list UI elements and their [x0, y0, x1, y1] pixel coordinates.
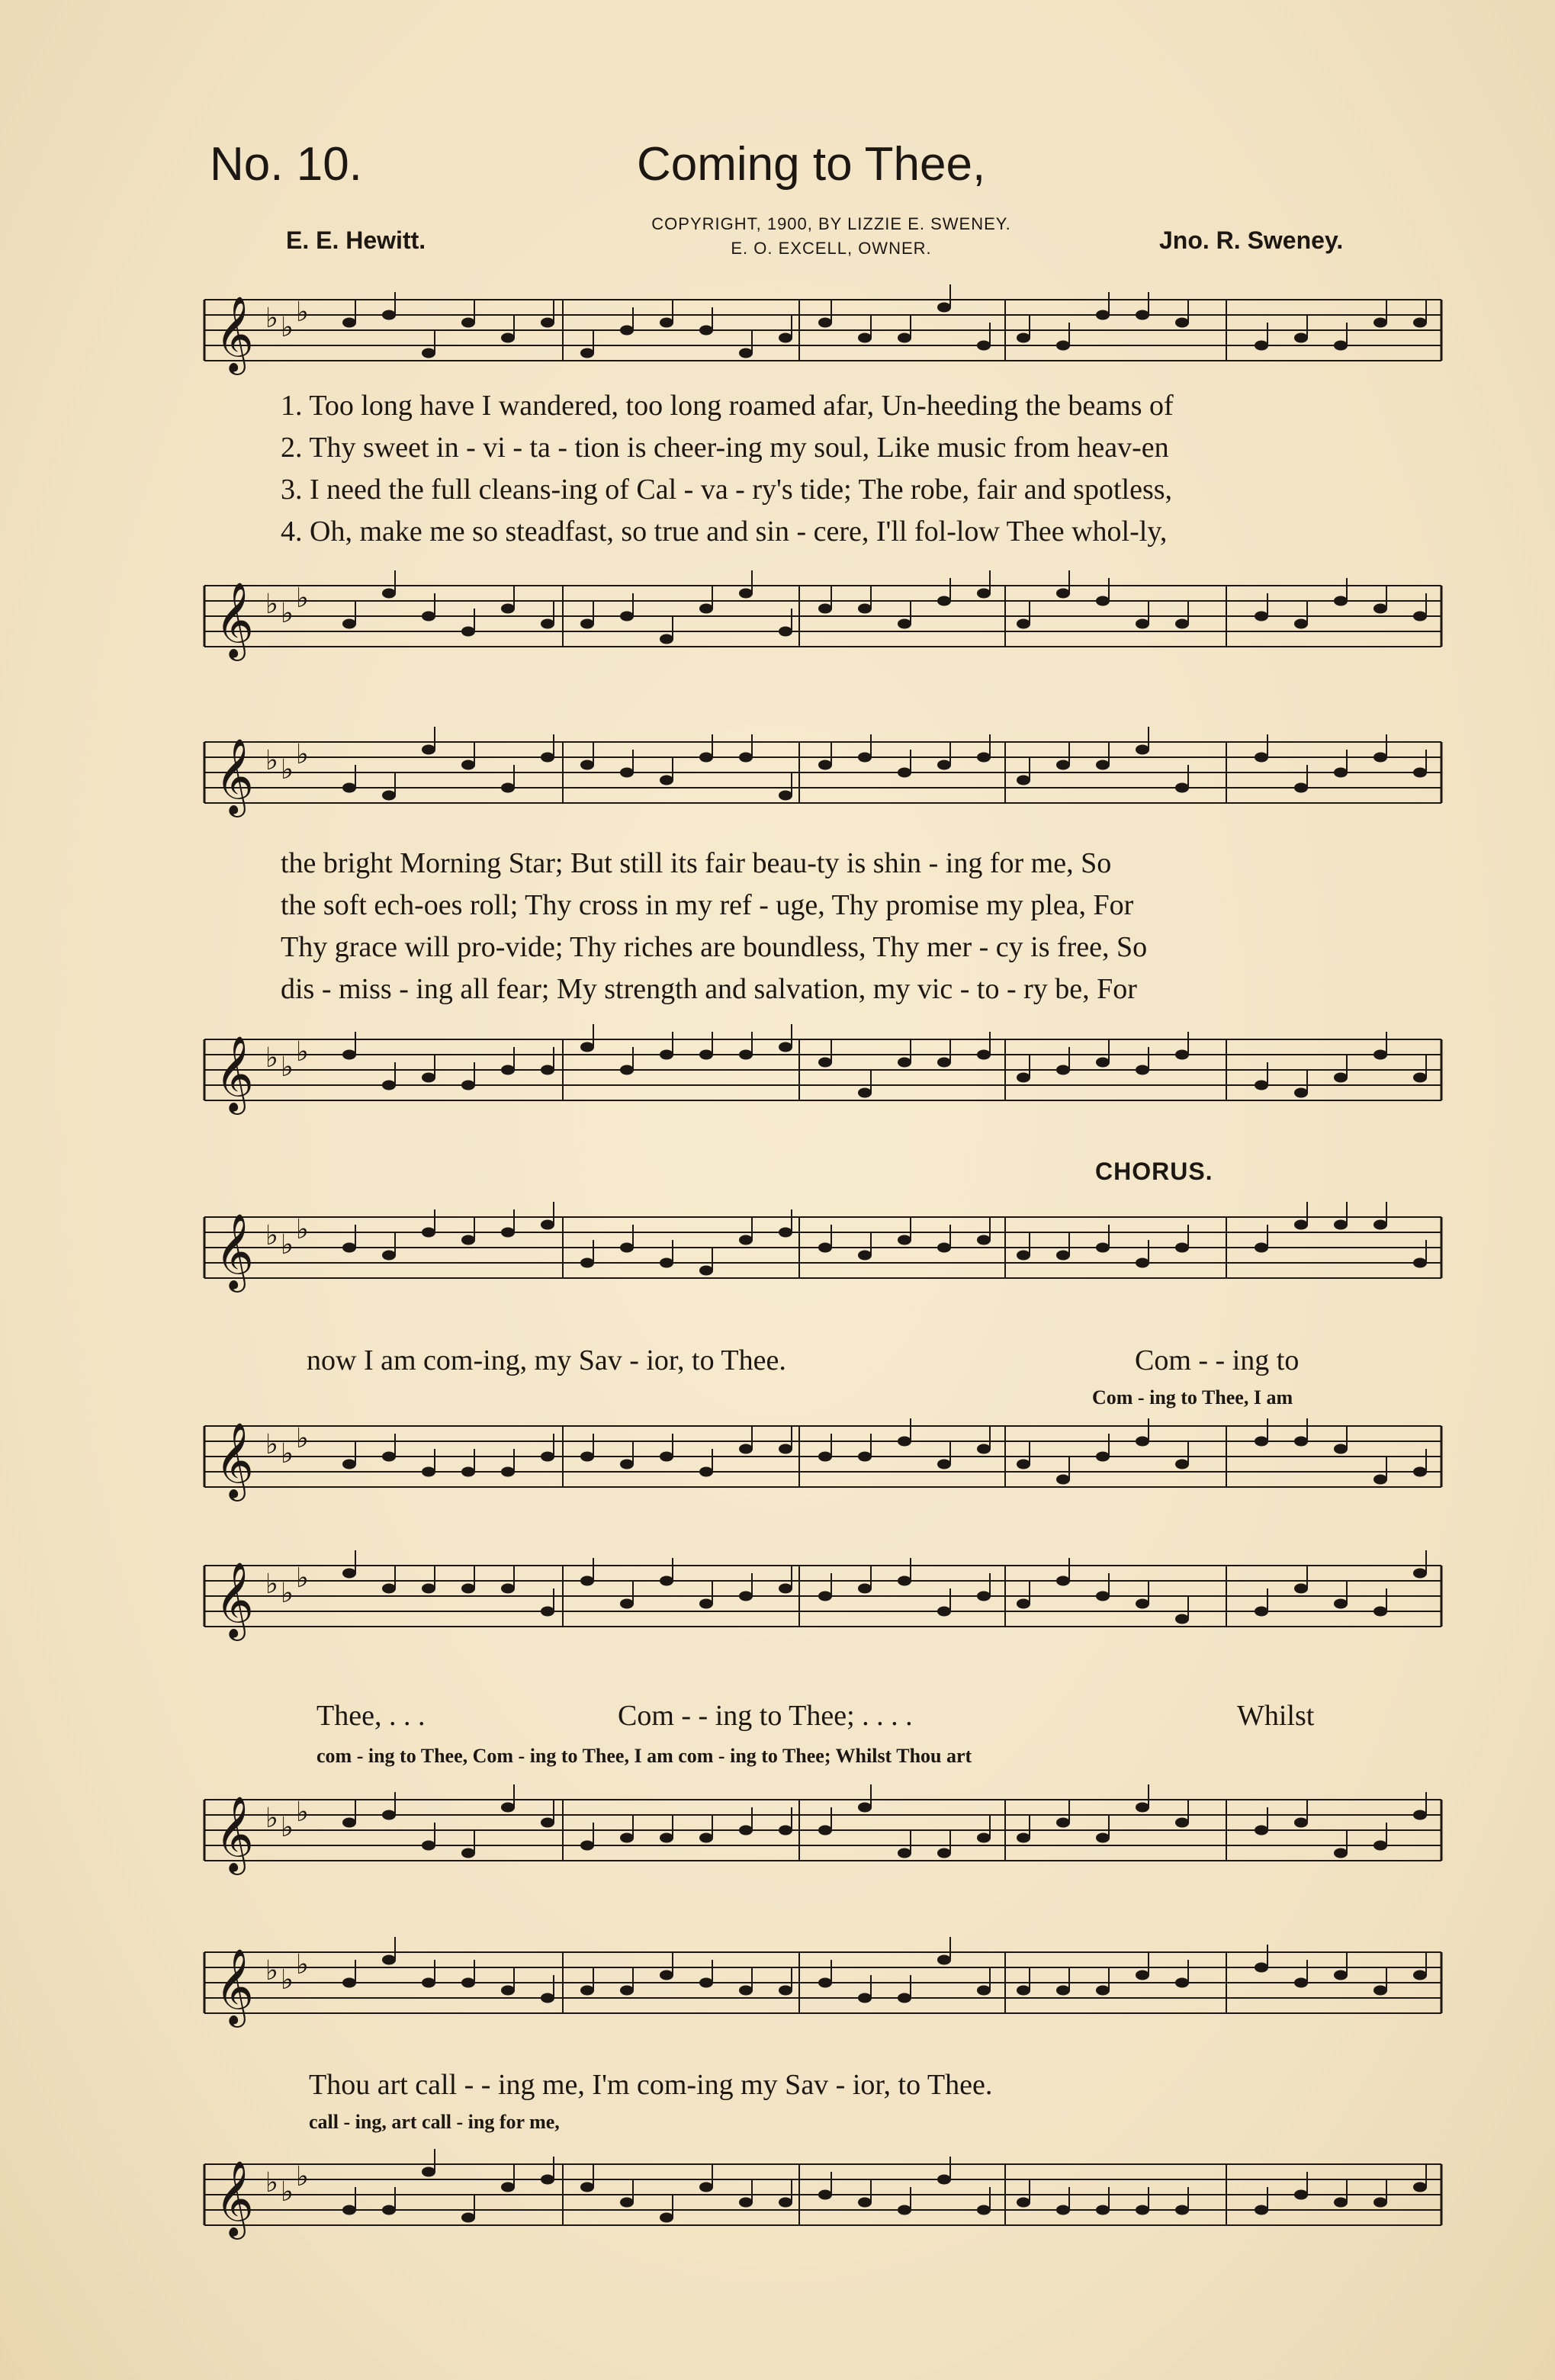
hymn-title: Coming to Thee, [637, 138, 986, 191]
verse-4-line-1: 4. Oh, make me so steadfast, so true and sin - cere, I'll fol-low Thee whol-ly, [281, 516, 1168, 548]
lyricist: E. E. Hewitt. [286, 226, 426, 254]
svg-text:♭: ♭ [265, 1042, 278, 1074]
svg-text:♭: ♭ [281, 1578, 294, 1609]
verse-1-line-2: the bright Morning Star; But still its fair beau-ty is shin - ing for me, So [281, 847, 1112, 879]
treble-staff-4 [204, 1559, 1441, 1638]
svg-text:𝄞: 𝄞 [215, 1422, 254, 1498]
svg-text:♭: ♭ [296, 1949, 309, 1980]
treble-staff-3 [204, 1211, 1441, 1290]
verse-3-line-1: 3. I need the full cleans-ing of Cal - va - ry's tide; The robe, fair and spotless, [281, 474, 1173, 506]
treble-staff-5 [204, 1946, 1441, 2025]
bass-staff-4 [204, 1794, 1441, 1872]
treble-staff-2 [204, 736, 1441, 814]
chorus-lyric-1: Com - - ing to [1135, 1344, 1300, 1376]
svg-text:♭: ♭ [265, 1569, 278, 1600]
svg-text:𝄞: 𝄞 [215, 1213, 254, 1290]
svg-text:𝄞: 𝄞 [215, 296, 254, 372]
chorus-alto-lyric-2: com - ing to Thee, Com - ing to Thee, I am com - ing to Thee; Whilst Thou art [316, 1745, 972, 1767]
svg-text:♭: ♭ [265, 2167, 278, 2199]
bass-staff-3 [204, 1420, 1441, 1498]
svg-text:♭: ♭ [281, 1052, 294, 1083]
svg-text:♭: ♭ [281, 754, 294, 785]
svg-text:♭: ♭ [265, 1955, 278, 1987]
verse-end-lyric: now I am com-ing, my Sav - ior, to Thee. [307, 1344, 786, 1376]
chorus-lyric-3: Thou art call - - ing me, I'm com-ing my Sav - ior, to Thee. [309, 2069, 993, 2101]
svg-text:𝄞: 𝄞 [215, 1948, 254, 2025]
copyright-line: COPYRIGHT, 1900, BY LIZZIE E. SWENEY. [651, 214, 1011, 233]
hymn-number: No. 10. [210, 138, 362, 191]
svg-text:♭: ♭ [296, 297, 309, 328]
verse-1-line-1: 1. Too long have I wandered, too long roamed afar, Un-heeding the beams of [281, 390, 1174, 422]
verse-2-line-2: the soft ech-oes roll; Thy cross in my ref - uge, Thy promise my plea, For [281, 889, 1134, 921]
svg-text:♭: ♭ [296, 1423, 309, 1454]
svg-text:𝄞: 𝄞 [215, 738, 254, 814]
verse-2-line-1: 2. Thy sweet in - vi - ta - tion is cheer-ing my soul, Like music from heav-en [281, 432, 1169, 464]
owner-line: E. O. EXCELL, OWNER. [731, 239, 932, 258]
svg-text:♭: ♭ [265, 303, 278, 334]
svg-text:𝄞: 𝄞 [215, 1562, 254, 1638]
svg-text:𝄞: 𝄞 [215, 582, 254, 658]
chorus-lyric-2a: Thee, . . . [316, 1700, 426, 1732]
staff-lines [204, 294, 1441, 372]
chorus-alto-lyric-1: Com - ing to Thee, I am [1092, 1386, 1293, 1408]
chorus-lyric-2b: Com - - ing to Thee; . . . . [618, 1700, 913, 1732]
staff-lines [204, 1946, 1441, 2025]
svg-text:♭: ♭ [281, 598, 294, 629]
staff-lines [204, 1794, 1441, 1872]
svg-text:𝄞: 𝄞 [215, 1796, 254, 1872]
svg-text:♭: ♭ [281, 312, 294, 343]
svg-text:♭: ♭ [296, 1797, 309, 1828]
verse-4-line-2: dis - miss - ing all fear; My strength and salvation, my vic - to - ry be, For [281, 973, 1137, 1005]
staff-lines [204, 1559, 1441, 1638]
chorus-lyric-2c: Whilst [1237, 1700, 1315, 1732]
staff-lines [204, 1211, 1441, 1290]
svg-text:♭: ♭ [265, 589, 278, 620]
svg-text:♭: ♭ [296, 1214, 309, 1245]
bass-staff-1 [204, 580, 1441, 658]
svg-text:♭: ♭ [296, 739, 309, 770]
svg-text:♭: ♭ [281, 1812, 294, 1843]
svg-text:♭: ♭ [296, 2161, 309, 2192]
svg-text:𝄞: 𝄞 [215, 2160, 254, 2237]
staff-lines [204, 580, 1441, 658]
svg-text:♭: ♭ [296, 583, 309, 614]
svg-text:♭: ♭ [281, 1964, 294, 1996]
svg-text:♭: ♭ [296, 1563, 309, 1594]
staff-lines [204, 1033, 1441, 1112]
svg-text:♭: ♭ [281, 1438, 294, 1469]
copyright-notice [602, 212, 1060, 261]
composer: Jno. R. Sweney. [1159, 226, 1344, 254]
treble-staff-1 [204, 294, 1441, 372]
svg-text:𝄞: 𝄞 [215, 1036, 254, 1112]
staff-lines [204, 736, 1441, 814]
svg-text:♭: ♭ [296, 1036, 309, 1068]
svg-text:♭: ♭ [265, 1429, 278, 1460]
svg-text:♭: ♭ [265, 1803, 278, 1834]
staff-lines [204, 1420, 1441, 1498]
svg-text:♭: ♭ [265, 1220, 278, 1251]
bass-staff-2 [204, 1033, 1441, 1112]
staff-lines [204, 2158, 1441, 2237]
svg-text:♭: ♭ [281, 2176, 294, 2208]
verse-3-line-2: Thy grace will pro-vide; Thy riches are boundless, Thy mer - cy is free, So [281, 931, 1148, 963]
chorus-alto-lyric-3: call - ing, art call - ing for me, [309, 2111, 560, 2133]
svg-text:♭: ♭ [265, 745, 278, 776]
svg-text:♭: ♭ [281, 1229, 294, 1261]
bass-staff-5 [204, 2158, 1441, 2237]
chorus-label: CHORUS. [1095, 1158, 1213, 1185]
